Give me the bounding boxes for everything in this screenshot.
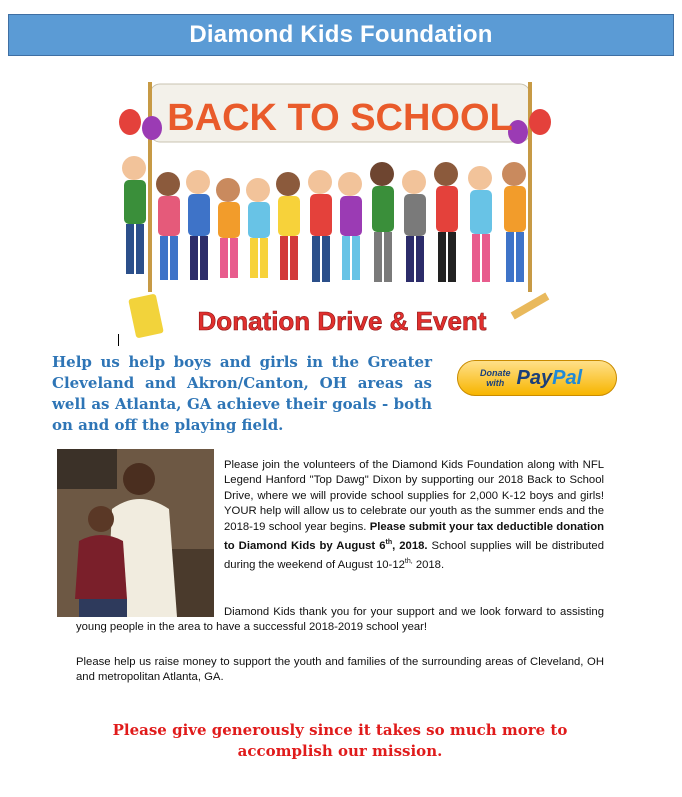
text-cursor <box>118 334 119 346</box>
body-paragraph-2: Diamond Kids thank you for your support and we look forward to assisting young people in the area to have a successful 2018-2019 school year! <box>76 606 604 634</box>
back-to-school-banner <box>110 82 570 342</box>
donate-paypal-button[interactable] <box>457 360 617 396</box>
volunteer-photo <box>57 449 214 617</box>
foundation-title: Diamond Kids Foundation <box>189 21 493 48</box>
donate-with-label: Donate with <box>480 368 511 388</box>
body-paragraph-3: Please help us raise money to support the youth and families of the surrounding areas of Cleveland, OH and metropolitan Atlanta, GA. <box>76 656 604 684</box>
lead-paragraph: Help us help boys and girls in the Greater Cleveland and Akron/Canton, OH areas as well as Atlanta, GA achieve their goals - both on and off the playing field. <box>52 353 432 434</box>
banner-subline: Donation Drive & Event <box>197 306 487 336</box>
children-illustration <box>122 156 526 282</box>
body-paragraph-1: Please join the volunteers of the Diamond Kids Foundation along with NFL Legend Hanford "Top Dawg" Dixon by supporting our 2018 Back to School Drive, where we will provide school supplies for 2,000 K-12 boys and girls! YOUR help will allow us to celebrate our youth as the summer ends and the 2018-19 school year begins. Please submit your tax deductible donation to Diamond Kids by August 6th, 2018. School supplies will be distributed during the weekend of August $10-12^{th,}$ 2018. <box>224 459 604 571</box>
header-bar <box>8 14 674 56</box>
banner-headline: BACK TO SCHOOL <box>167 97 513 139</box>
paypal-logo: PayPal <box>516 366 583 389</box>
closing-appeal: Please give generously since it takes so much more to accomplish our mission. <box>112 721 568 760</box>
